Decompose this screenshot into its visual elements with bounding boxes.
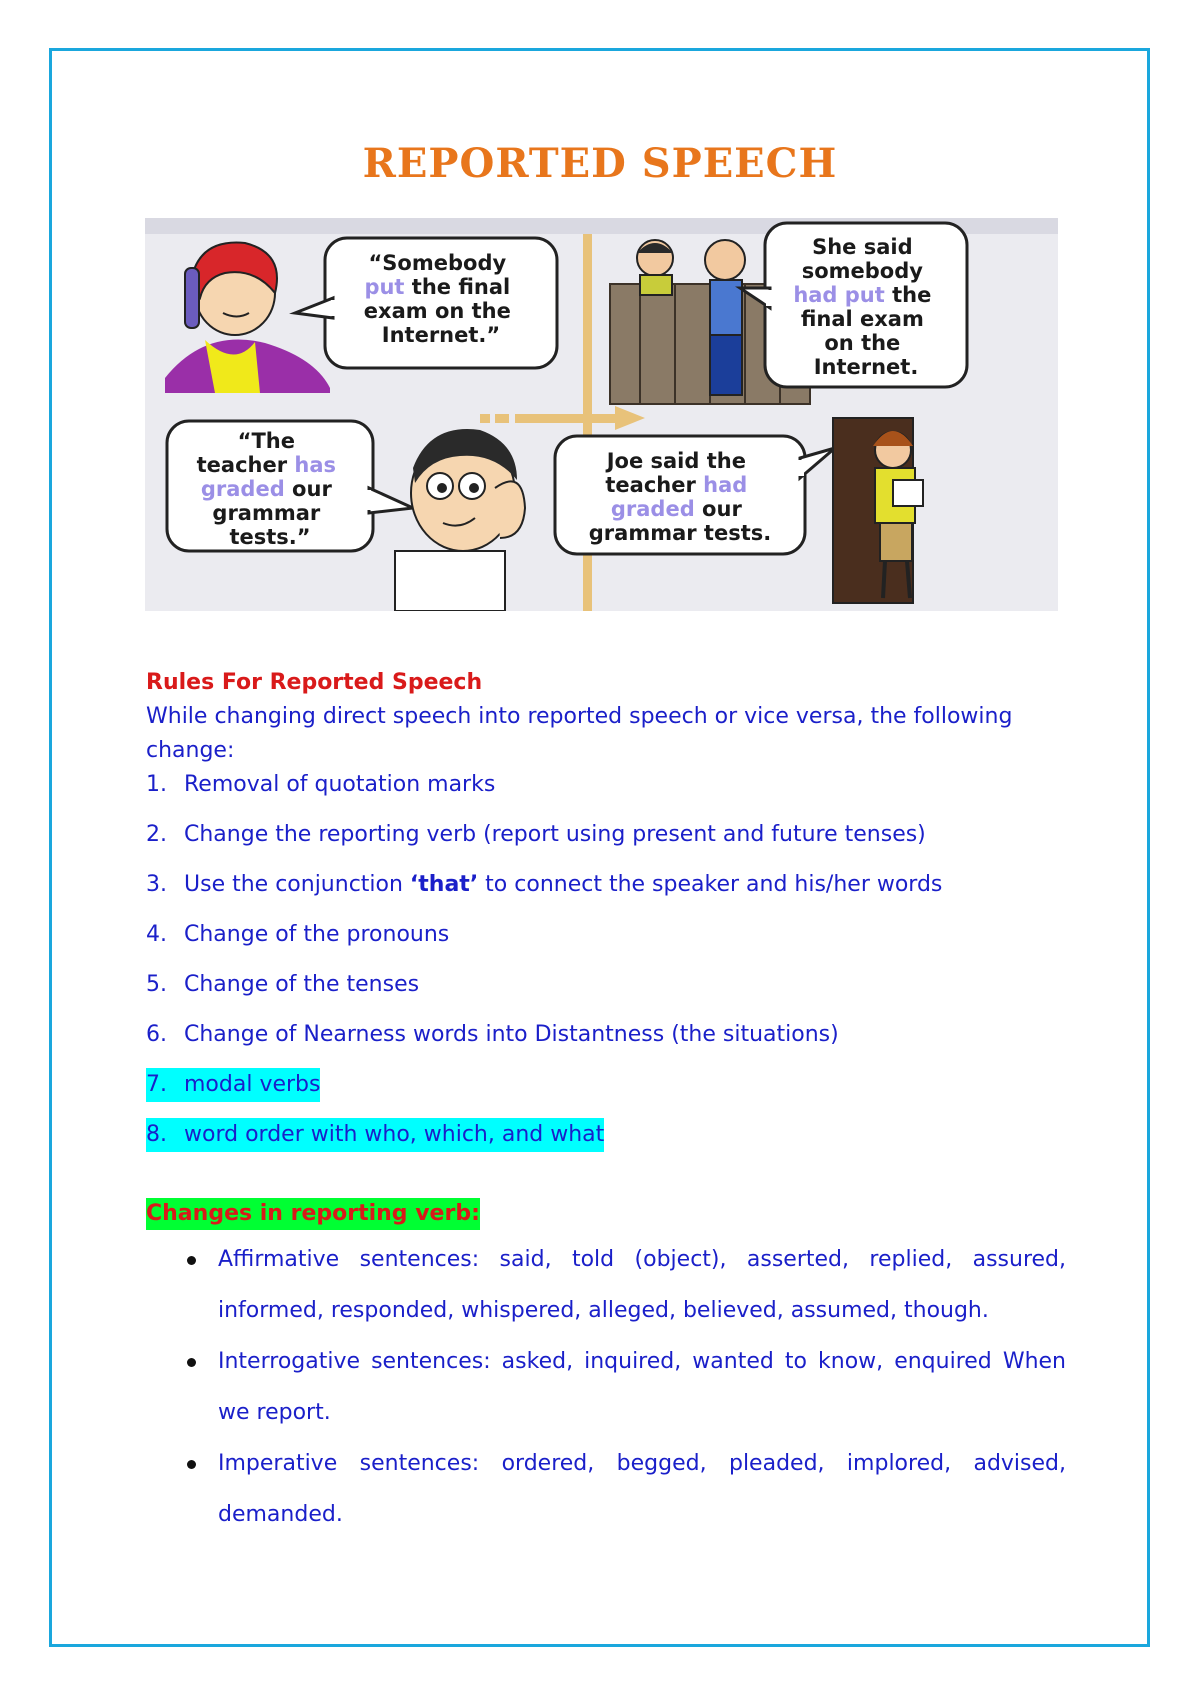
rules-heading: Rules For Reported Speech <box>146 670 483 695</box>
svg-text:She said somebody: She said somebody had put the final exam on the Internet. <box>793 235 932 379</box>
list-item: 6. Change of Nearness words into Distantness (the situations) <box>146 1022 839 1047</box>
list-item-highlighted: 7. modal verbs <box>146 1068 1066 1102</box>
list-item-highlighted: 8. word order with who, which, and what <box>146 1118 1066 1152</box>
bullet-icon <box>187 1358 196 1367</box>
speech-bubble-2 <box>740 223 967 387</box>
reported-speech-illustration <box>145 218 1058 611</box>
page-title: REPORTED SPEECH <box>362 140 838 187</box>
rules-list <box>146 768 1066 1152</box>
rules-intro: While changing direct speech into reported speech or vice versa, the following change: <box>146 704 1013 763</box>
rules-section <box>146 666 1066 1540</box>
svg-text:Joe said the teacher h: Joe said the teacher had graded our grammar tests. <box>588 449 772 545</box>
list-item: 1. Removal of quotation marks <box>146 772 496 797</box>
list-item: Interrogative sentences: asked, inquired, wanted to know, enquired When we report. <box>146 1336 1066 1438</box>
reporting-verb-heading: Changes in reporting verb: <box>146 1198 480 1230</box>
list-item: 3. Use the conjunction ‘that’ to connect the speaker and his/her words <box>146 872 943 897</box>
list-item: Imperative sentences: ordered, begged, pleaded, implored, advised, demanded. <box>146 1438 1066 1540</box>
bullet-icon <box>187 1256 196 1265</box>
list-item: 5. Change of the tenses <box>146 972 420 997</box>
list-item: Affirmative sentences: said, told (object), asserted, replied, assured, informed, responded, whispered, alleged, believed, assumed, though. <box>146 1234 1066 1336</box>
list-item: 2. Change the reporting verb (report using present and future tenses) <box>146 822 926 847</box>
speech-bubble-4 <box>555 436 835 554</box>
list-item: 4. Change of the pronouns <box>146 922 450 947</box>
reporting-verb-list <box>146 1234 1066 1540</box>
speech-bubble-1 <box>295 238 557 368</box>
svg-text:“The teacher has: “The teacher has graded our grammar tests.” <box>196 429 337 549</box>
bullet-icon <box>187 1460 196 1469</box>
woman-at-door-figure <box>833 418 923 603</box>
svg-text:“Somebody put the fina: “Somebody put the final exam on the Internet.” <box>363 251 511 347</box>
